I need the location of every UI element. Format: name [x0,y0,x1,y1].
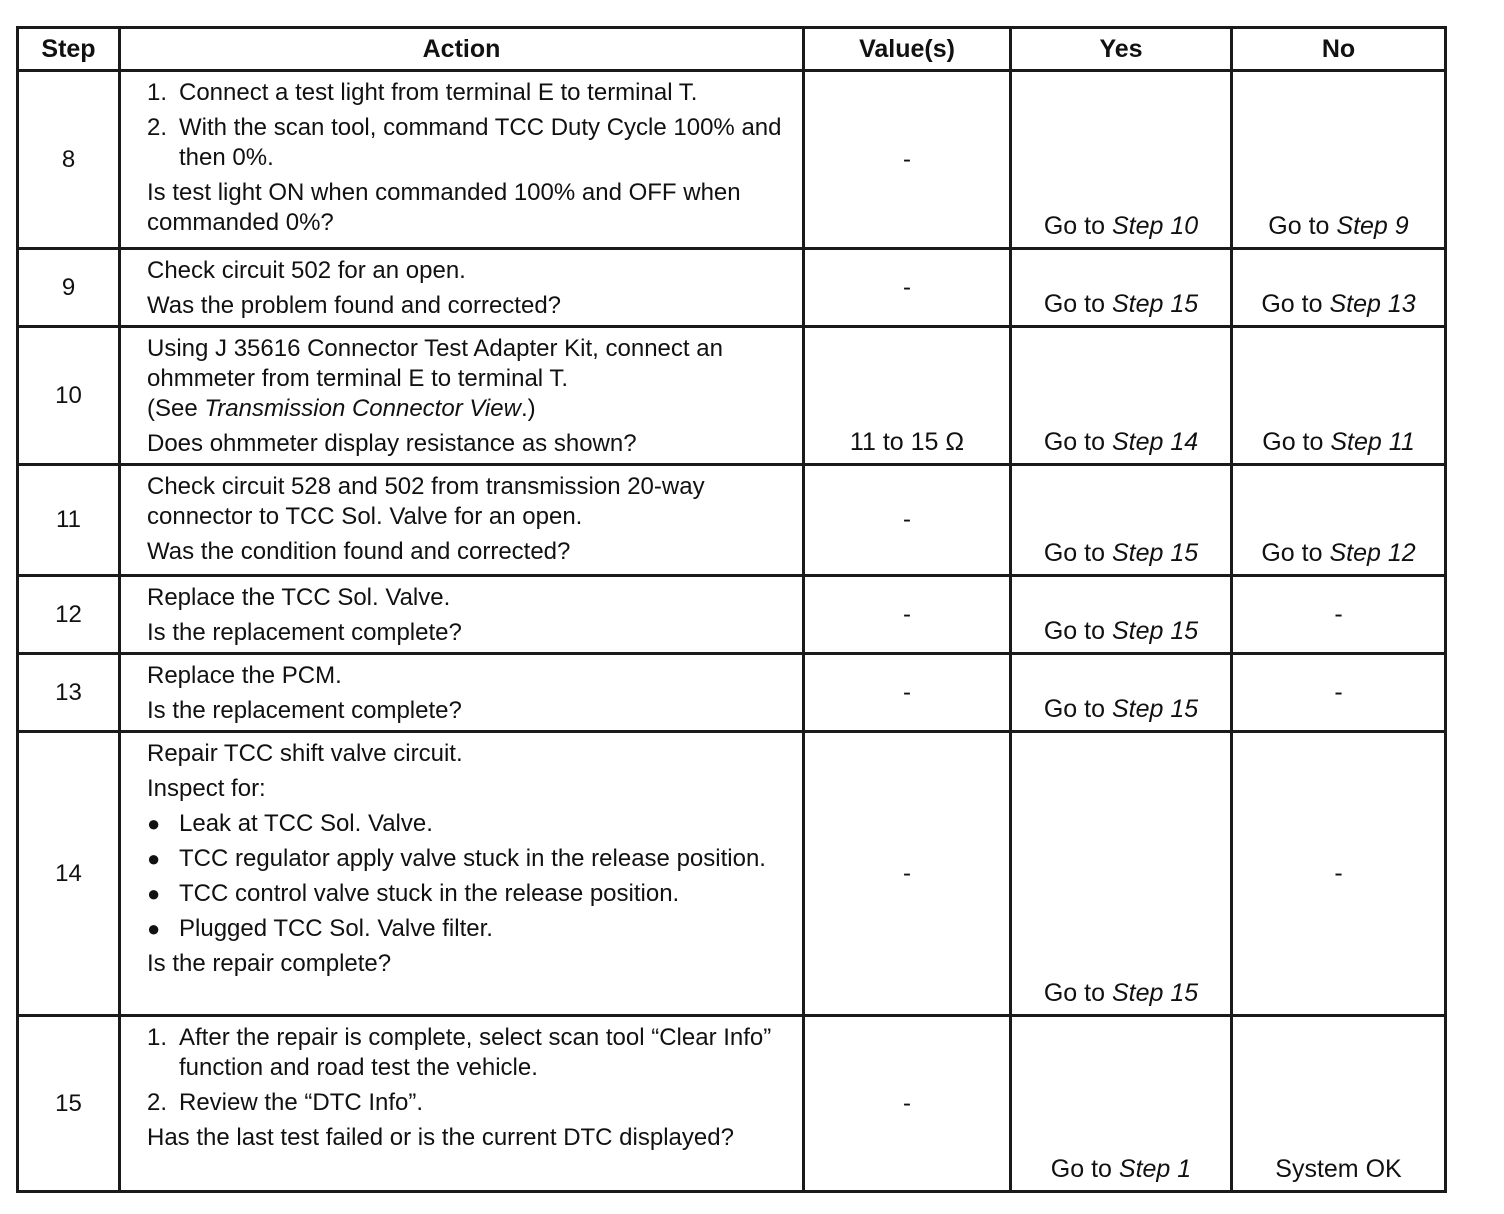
table-row [18,249,1446,327]
list-item: 2. Review the “DTC Info”. [147,1089,424,1116]
yes-cell: Go to Step 15 [1011,654,1232,732]
action-text: Replace the TCC Sol. Valve. [147,584,451,611]
no-cell: Go to Step 9 [1232,71,1446,249]
bullet-icon: ● [147,881,161,906]
no-cell: Go to Step 12 [1232,465,1446,576]
no-cell: System OK [1232,1016,1446,1192]
value-cell: - [804,576,1011,654]
header-no: No [1232,28,1446,71]
step-number: 10 [18,327,120,465]
step-number: 9 [18,249,120,327]
list-item: ● TCC regulator apply valve stuck in the release position. [147,845,766,872]
action-cell [120,465,804,576]
yes-cell: Go to Step 15 [1011,576,1232,654]
table-row [18,1016,1446,1192]
action-cell [120,1016,804,1192]
table-row [18,732,1446,1016]
header-values: Value(s) [804,28,1011,71]
step-number: 15 [18,1016,120,1192]
bullet-icon: ● [147,916,161,941]
question: Does ohmmeter display resistance as shown? [147,430,637,457]
action-cell [120,249,804,327]
header-action: Action [120,28,804,71]
list-item: ● Plugged TCC Sol. Valve filter. [147,915,493,942]
list-item: ● Leak at TCC Sol. Valve. [147,810,433,837]
step-number: 13 [18,654,120,732]
action-cell [120,732,804,1016]
question: Is the replacement complete? [147,619,462,646]
step-number: 12 [18,576,120,654]
no-cell: - [1232,654,1446,732]
question: Was the problem found and corrected? [147,292,562,319]
no-cell: Go to Step 13 [1232,249,1446,327]
value-cell: - [804,465,1011,576]
action-cell [120,71,804,249]
no-cell: Go to Step 11 [1232,327,1446,465]
header-step: Step [18,28,120,71]
yes-cell: Go to Step 15 [1011,249,1232,327]
question: Is test light ON when commanded 100% and OFF when commanded 0%? [147,179,741,236]
action-text: Replace the PCM. [147,662,342,689]
table-row [18,465,1446,576]
action-cell [120,576,804,654]
table-row [18,327,1446,465]
header-yes: Yes [1011,28,1232,71]
list-item: 2. With the scan tool, command TCC Duty Cycle 100% and then 0%. [147,114,782,171]
list-item: ● TCC control valve stuck in the release position. [147,880,680,907]
no-cell: - [1232,732,1446,1016]
diagnostic-table [16,26,1447,1193]
yes-cell: Go to Step 10 [1011,71,1232,249]
action-text: Check circuit 528 and 502 from transmission 20-way connector to TCC Sol. Valve for an open. [147,473,705,530]
yes-cell: Go to Step 14 [1011,327,1232,465]
header-row [18,28,1446,71]
bullet-icon: ● [147,811,161,836]
table-row [18,654,1446,732]
table-row [18,576,1446,654]
question: Was the condition found and corrected? [147,538,571,565]
action-text: Check circuit 502 for an open. [147,257,466,284]
list-item: 1. Connect a test light from terminal E to terminal T. [147,79,698,106]
action-text: Using J 35616 Connector Test Adapter Kit, connect an ohmmeter from terminal E to terminal T. (See Transmission Connector View.) [147,335,723,422]
list-item: 1. After the repair is complete, select scan tool “Clear Info” function and road test the vehicle. [147,1024,772,1081]
table-row [18,71,1446,249]
step-number: 11 [18,465,120,576]
value-cell: - [804,1016,1011,1192]
question: Has the last test failed or is the current DTC displayed? [147,1124,734,1151]
yes-cell: Go to Step 15 [1011,732,1232,1016]
no-cell: - [1232,576,1446,654]
action-cell [120,327,804,465]
action-text: Repair TCC shift valve circuit. [147,740,463,767]
value-cell: - [804,732,1011,1016]
yes-cell: Go to Step 15 [1011,465,1232,576]
action-text: Inspect for: [147,775,266,802]
action-cell [120,654,804,732]
bullet-icon: ● [147,846,161,871]
question: Is the repair complete? [147,950,392,977]
yes-cell: Go to Step 1 [1011,1016,1232,1192]
value-cell: 11 to 15 Ω [804,327,1011,465]
value-cell: - [804,71,1011,249]
value-cell: - [804,654,1011,732]
value-cell: - [804,249,1011,327]
question: Is the replacement complete? [147,697,462,724]
step-number: 8 [18,71,120,249]
step-number: 14 [18,732,120,1016]
